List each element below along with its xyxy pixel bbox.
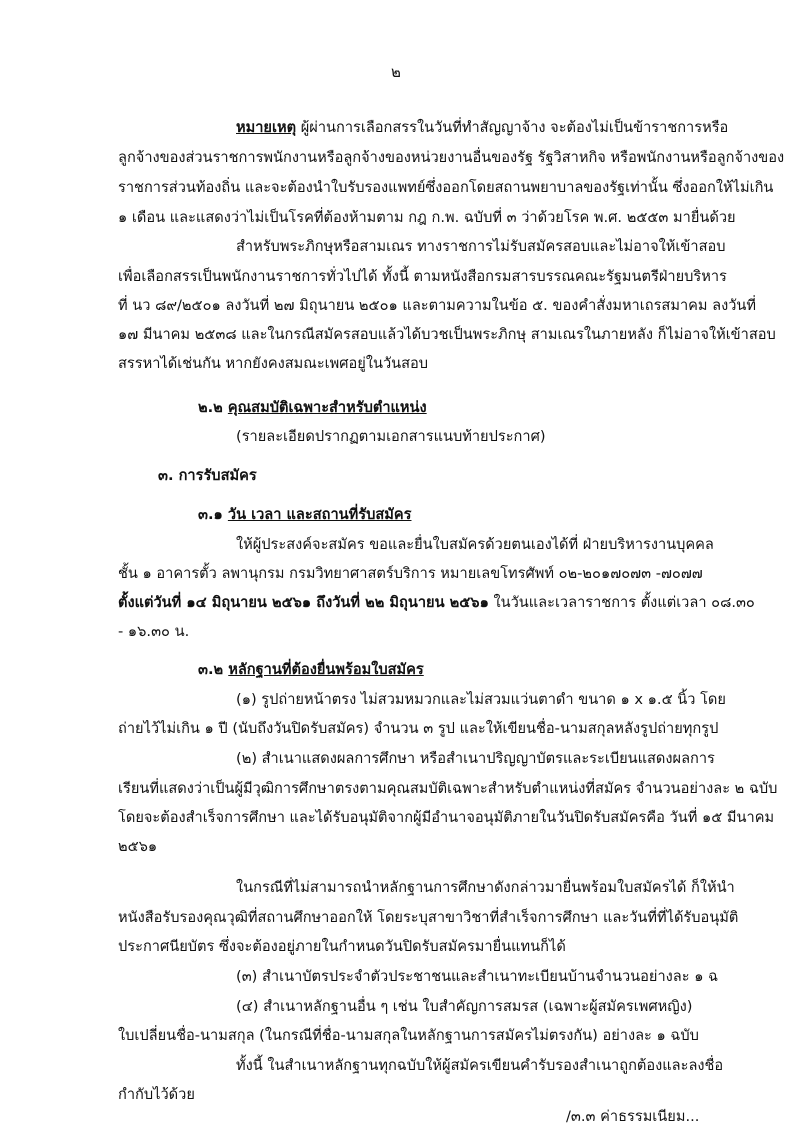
alt-proof-line-3: ประกาศนียบัตร ซึ่งจะต้องอยู่ภายในกำหนดวันปิดรับสมัครมายื่นแทนก็ได้ bbox=[118, 938, 566, 955]
application-period: ตั้งแต่วันที่ ๑๔ มิถุนายน ๒๕๖๑ ถึงวันที่ ๒๒ มิถุนายน ๒๕๖๑ bbox=[118, 594, 489, 611]
section-number: ๓.๒ bbox=[198, 661, 229, 678]
item-1-line-1: (๑) รูปถ่ายหน้าตรง ไม่สวมหมวกและไม่สวมแว่นตาดำ ขนาด ๑ x ๑.๕ นิ้ว โดย bbox=[236, 691, 726, 708]
alt-proof-line-1: ในกรณีที่ไม่สามารถนำหลักฐานการศึกษาดังกล่าวมายื่นพร้อมใบสมัครได้ ก็ให้นำ bbox=[236, 879, 735, 896]
section-title: วัน เวลา และสถานที่รับสมัคร bbox=[227, 506, 412, 523]
item-2-line-3: โดยจะต้องสำเร็จการศึกษา และได้รับอนุมัติจากผู้มีอำนาจอนุมัติภายในวันปิดรับสมัครคือ วันที่ ๑๕ มีนาคม bbox=[118, 809, 775, 826]
section-title: คุณสมบัติเฉพาะสำหรับตำแหน่ง bbox=[227, 399, 427, 416]
monk-line-1: สำหรับพระภิกษุหรือสามเณร ทางราชการไม่รับสมัครสอบและไม่อาจให้เข้าสอบ bbox=[236, 238, 726, 255]
monk-line-2: เพื่อเลือกสรรเป็นพนักงานราชการทั่วไปได้ ทั้งนี้ ตามหนังสือกรมสารบรรณคณะรัฐมนตรีฝ่ายบริหาร bbox=[118, 268, 727, 285]
note-line-2: ลูกจ้างของส่วนราชการพนักงานหรือลูกจ้างของหน่วยงานอื่นของรัฐ รัฐวิสาหกิจ หรือพนักงานหรือลูกจ้างของ bbox=[118, 149, 785, 166]
item-1-line-2: ถ่ายไว้ไม่เกิน ๑ ปี (นับถึงวันปิดรับสมัคร) จำนวน ๓ รูป และให้เขียนชื่อ-นามสกุลหลังรูปถ่ายทุกรูป bbox=[118, 720, 719, 737]
item-3: (๓) สำเนาบัตรประจำตัวประชาชนและสำเนาทะเบียนบ้านจำนวนอย่างละ ๑ ฉ bbox=[236, 968, 719, 985]
page-number: ๒ bbox=[391, 63, 401, 81]
section-3-1-line-4: - ๑๖.๓๐ น. bbox=[118, 623, 190, 640]
certify-line-1: ทั้งนี้ ในสำเนาหลักฐานทุกฉบับให้ผู้สมัครเขียนคำรับรองสำเนาถูกต้องและลงชื่อ bbox=[236, 1057, 724, 1074]
note-line-1 bbox=[236, 118, 728, 138]
section-3-1-line-1: ให้ผู้ประสงค์จะสมัคร ขอและยื่นใบสมัครด้วยตนเองได้ที่ ฝ่ายบริหารงานบุคคล bbox=[236, 536, 714, 553]
continuation-marker: /๓.๓ ค่าธรรมเนียม... bbox=[566, 1108, 700, 1125]
item-2-line-2: เรียนที่แสดงว่าเป็นผู้มีวุฒิการศึกษาตรงตามคุณสมบัติเฉพาะสำหรับตำแหน่งที่สมัคร จำนวนอย่างละ ๒ ฉบับ bbox=[118, 780, 778, 797]
item-4-line-1: (๔) สำเนาหลักฐานอื่น ๆ เช่น ใบสำคัญการสมรส (เฉพาะผู้สมัครเพศหญิง) bbox=[236, 998, 693, 1015]
monk-line-5: สรรหาได้เช่นกัน หากยังคงสมณะเพศอยู่ในวันสอบ bbox=[118, 355, 429, 372]
alt-proof-line-2: หนังสือรับรองคุณวุฒิที่สถานศึกษาออกให้ โดยระบุสาขาวิชาที่สำเร็จการศึกษา และวันที่ที่ได้รับอนุมัติ bbox=[118, 909, 739, 926]
section-3-2-heading bbox=[198, 660, 424, 680]
section-3-1-line-2: ชั้น ๑ อาคารตั้ว ลพานุกรม กรมวิทยาศาสตร์บริการ หมายเลขโทรศัพท์ ๐๒-๒๐๑๗๐๗๓ -๗๐๗๗ bbox=[118, 565, 703, 582]
section-number: ๒.๒ bbox=[198, 399, 228, 416]
monk-line-3: ที่ นว ๘๙/๒๕๐๑ ลงวันที่ ๒๗ มิถุนายน ๒๕๐๑ และตามความในข้อ ๕. ของคำสั่งมหาเถรสมาคม ลงวันที่ bbox=[118, 297, 757, 314]
section-2-2-heading bbox=[198, 398, 427, 418]
section-3-heading: ๓. การรับสมัคร bbox=[158, 467, 257, 484]
section-3-1-heading bbox=[198, 505, 411, 525]
certify-line-2: กำกับไว้ด้วย bbox=[118, 1086, 195, 1103]
item-2-line-1: (๒) สำเนาแสดงผลการศึกษา หรือสำเนาปริญญาบัตรและระเบียนแสดงผลการ bbox=[236, 750, 715, 767]
note-text: ผู้ผ่านการเลือกสรรในวันที่ทำสัญญาจ้าง จะต้องไม่เป็นข้าราชการหรือ bbox=[296, 119, 729, 136]
section-3-1-line-3 bbox=[118, 593, 755, 613]
section-2-2-detail: (รายละเอียดปรากฏตามเอกสารแนบท้ายประกาศ) bbox=[236, 428, 546, 445]
note-line-4: ๑ เดือน และแสดงว่าไม่เป็นโรคที่ต้องห้ามตาม กฎ ก.พ. ฉบับที่ ๓ ว่าด้วยโรค พ.ศ. ๒๕๕๓ มายื่นด้วย bbox=[118, 209, 736, 226]
section-number: ๓.๑ bbox=[198, 506, 228, 523]
note-line-3: ราชการส่วนท้องถิ่น และจะต้องนำใบรับรองแพทย์ซึ่งออกโดยสถานพยาบาลของรัฐเท่านั้น ซึ่งออกให้ไม่เกิน bbox=[118, 179, 774, 196]
note-label: หมายเหตุ bbox=[236, 119, 297, 136]
section-title: หลักฐานที่ต้องยื่นพร้อมใบสมัคร bbox=[228, 661, 424, 678]
item-2-line-4: ๒๕๖๑ bbox=[118, 838, 158, 855]
item-4-line-2: ใบเปลี่ยนชื่อ-นามสกุล (ในกรณีที่ชื่อ-นามสกุลในหลักฐานการสมัครไม่ตรงกัน) อย่างละ ๑ ฉบับ bbox=[118, 1027, 699, 1044]
office-hours: ในวันและเวลาราชการ ตั้งแต่เวลา ๐๘.๓๐ bbox=[488, 594, 755, 611]
monk-line-4: ๑๗ มีนาคม ๒๕๓๘ และในกรณีสมัครสอบแล้วได้บวชเป็นพระภิกษุ สามเณรในภายหลัง ก็ไม่อาจให้เข้าสอบ bbox=[118, 326, 776, 343]
